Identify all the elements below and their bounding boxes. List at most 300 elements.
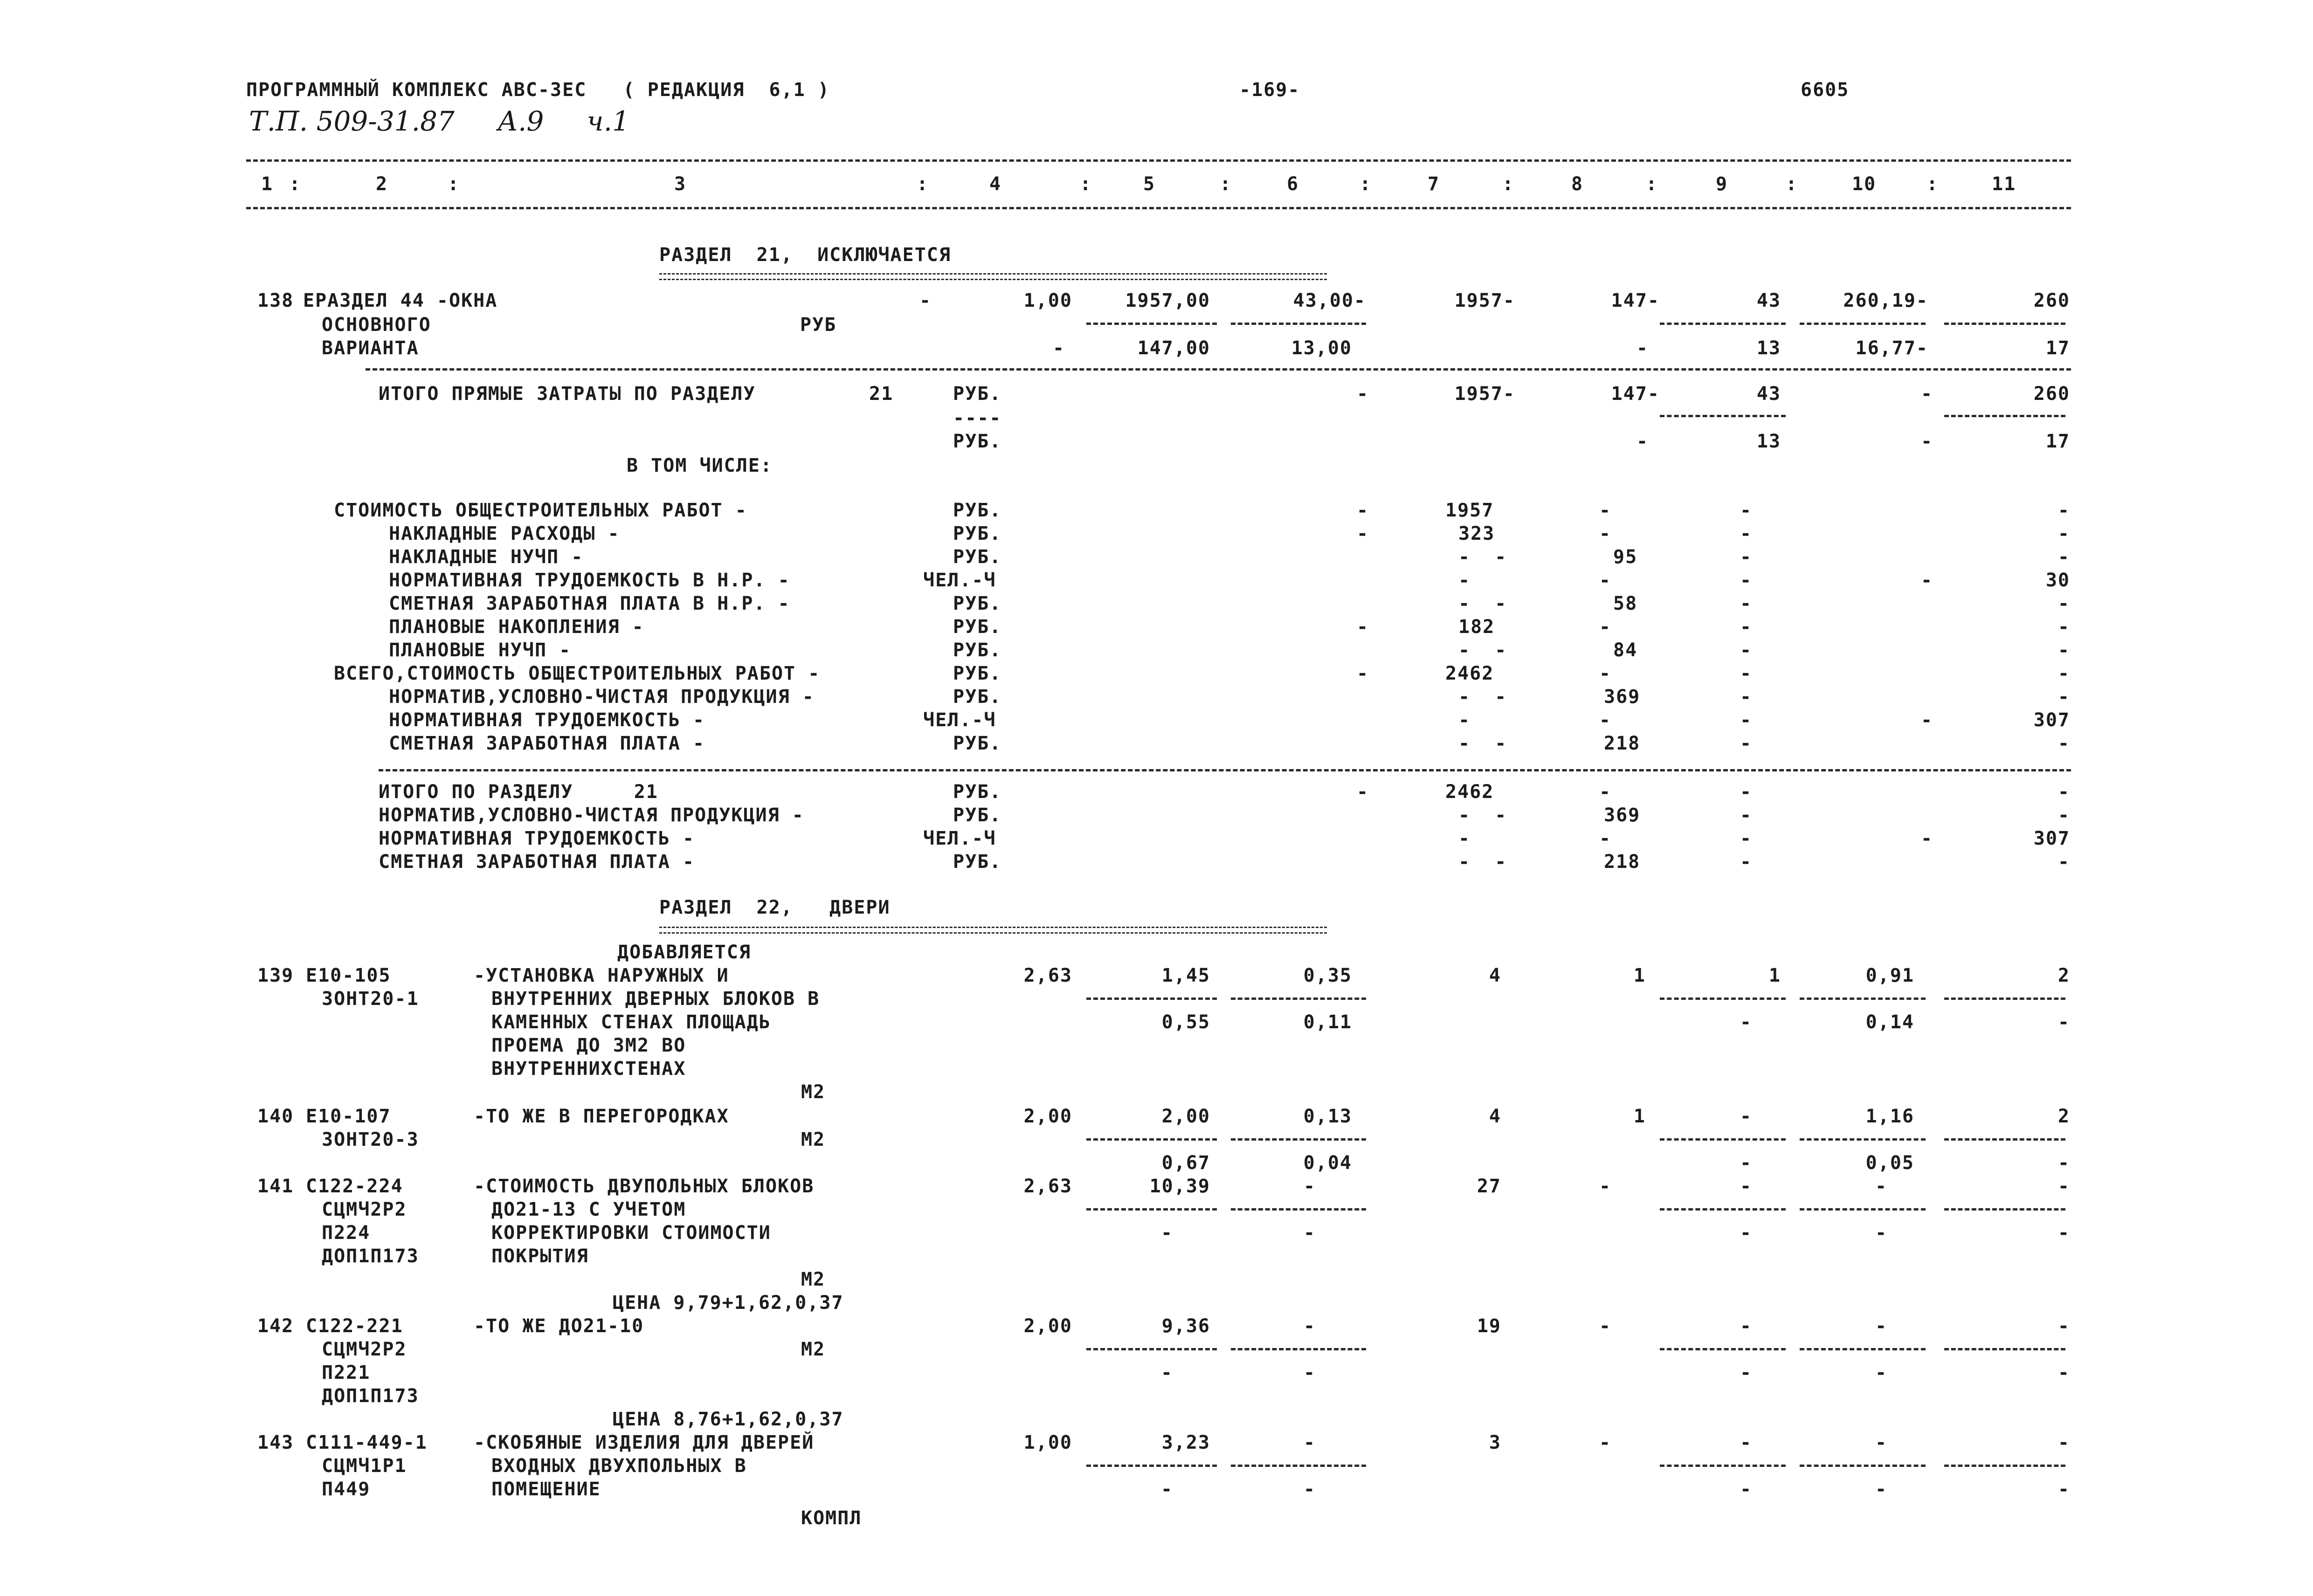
cell: - [2058,616,2070,638]
cell: - - [1458,640,1507,661]
cell: - [1740,1222,1753,1244]
cell: - [1599,663,1612,684]
row-number: 141 [257,1176,294,1197]
cell: - [1599,616,1612,638]
cell: - [1357,663,1369,684]
rule [1800,998,1926,1000]
row-number: 140 [257,1106,294,1127]
cell: - [1304,1362,1316,1383]
row-description: ВХОДНЫХ ДВУХПОЛЬНЫХ В [491,1455,747,1477]
cell: - [1740,1315,1753,1337]
cell: 27 [1477,1176,1501,1197]
cell: 43 [1756,290,1781,311]
cell: - [1740,805,1753,826]
rule [1800,1348,1926,1350]
cell: - - [1458,851,1507,873]
breakdown-label: СТОИМОСТЬ ОБЩЕСТРОИТЕЛЬНЫХ РАБОТ - [334,500,747,521]
rule [1086,998,1217,1000]
cell: - [2058,805,2070,826]
total-unit: ЧЕЛ.-Ч [923,828,996,849]
col-sep: : [1080,173,1092,195]
total-unit: РУБ. [953,781,1002,803]
cell: 323 [1458,523,1495,544]
rule [1944,415,2065,417]
double-rule [659,927,1327,928]
cell: - [2058,851,2070,873]
row-description: ПРОЕМА ДО 3М2 ВО [491,1035,686,1056]
cell: - [2058,1315,2070,1337]
breakdown-label: НАКЛАДНЫЕ РАСХОДЫ - [389,523,620,544]
col-num: 9 [1716,173,1728,195]
cell: - [1875,1176,1888,1197]
cell: - [1740,523,1753,544]
double-rule [659,279,1327,280]
row-code: СЦМЧ2Р2 [322,1199,407,1220]
total-label: ИТОГО ПРЯМЫЕ ЗАТРАТЫ ПО РАЗДЕЛУ [379,383,756,405]
rule [1086,1348,1217,1350]
row-code: С122-221 [306,1315,403,1337]
breakdown-label: ПЛАНОВЫЕ НАКОПЛЕНИЯ - [389,616,644,638]
cell: 0,11 [1303,1011,1352,1033]
row-code: ДОП1П173 [322,1245,419,1267]
cell: - - [1458,686,1507,708]
cell: - [2058,1222,2070,1244]
cell: - [2058,733,2070,754]
breakdown-unit: ЧЕЛ.-Ч [923,570,996,591]
cell: 0,14 [1865,1011,1914,1033]
row-number: 138 [257,290,294,311]
cell: - [1740,593,1753,614]
breakdown-label: НАКЛАДНЫЕ НУЧП - [389,546,584,568]
breakdown-unit: РУБ. [953,663,1002,684]
breakdown-unit: РУБ. [953,616,1002,638]
breakdown-unit: РУБ. [953,686,1002,708]
col-sep: : [1646,173,1658,195]
row-code: П224 [322,1222,371,1244]
cell: 147- [1611,290,1660,311]
rule [1231,1208,1366,1211]
cell: 17 [2045,431,2070,452]
cell: - [1357,500,1369,521]
row-code: ДОП1П173 [322,1385,419,1407]
cell: - [1599,781,1612,803]
rule [1231,323,1366,325]
cell: - [1740,663,1753,684]
rule [1231,1465,1366,1467]
cell: 10,39 [1149,1176,1210,1197]
cell: 3 [1489,1432,1501,1453]
cell: 4 [1489,1106,1501,1127]
section-21-title: РАЗДЕЛ 21, ИСКЛЮЧАЕТСЯ [659,244,951,266]
rule [1086,1208,1217,1211]
cell: 2462 [1445,663,1494,684]
cell: - [1304,1176,1316,1197]
row-code: 3ОНТ20-1 [322,988,419,1010]
cell: 0,91 [1865,965,1914,986]
cell: - [1357,616,1369,638]
cell: - - [1458,805,1507,826]
row-description: ВАРИАНТА [322,337,419,359]
handwritten-reference: Т.П. 509-31.87 А.9 ч.1 [249,105,629,137]
cell: 218 [1604,733,1641,754]
double-rule [659,932,1327,934]
cell: 43 [1756,383,1781,405]
cell: - - [1458,733,1507,754]
row-description: -СКОБЯНЫЕ ИЗДЕЛИЯ ДЛЯ ДВЕРЕЙ [474,1432,815,1453]
cell: - [2058,500,2070,521]
cell: - [1740,1106,1753,1127]
breakdown-unit: РУБ. [953,523,1002,544]
col-sep: : [1360,173,1372,195]
row-description: КОРРЕКТИРОВКИ СТОИМОСТИ [491,1222,771,1244]
cell: 17 [2045,337,2070,359]
cell: - [1875,1222,1888,1244]
rule [1944,1348,2065,1350]
rule [1086,1465,1217,1467]
rule [366,368,2071,371]
cell: - [1458,709,1471,731]
cell: - [1161,1222,1174,1244]
cell: 1 [1633,965,1646,986]
cell: - [1740,828,1753,849]
cell: - [1740,570,1753,591]
cell: - [1053,337,1065,359]
cell: - [1740,1176,1753,1197]
cell: - [1740,1152,1753,1174]
col-sep: : [1502,173,1515,195]
cell: - [1357,383,1369,405]
rule [1944,1138,2065,1141]
cell: 13 [1756,431,1781,452]
cell: - [1740,640,1753,661]
rule [379,769,2071,771]
cell: 13,00 [1291,337,1352,359]
cell: 2,00 [1023,1315,1072,1337]
cell: 2462 [1445,781,1494,803]
cell: - [1599,570,1612,591]
total-label: НОРМАТИВ,УСЛОВНО-ЧИСТАЯ ПРОДУКЦИЯ - [379,805,804,826]
cell: - [1740,781,1753,803]
cell: - [1357,523,1369,544]
cell: - [1304,1315,1316,1337]
cell: 218 [1604,851,1641,873]
row-code: СЦМЧ1Р1 [322,1455,407,1477]
cell: - [1740,546,1753,568]
row-description: ДО21-13 С УЧЕТОМ [491,1199,686,1220]
cell: - [2058,546,2070,568]
cell: - [2058,1432,2070,1453]
row-description: ВНУТРЕННИХСТЕНАХ [491,1058,686,1080]
cell: - [1740,1362,1753,1383]
rule [1944,1465,2065,1467]
row-code: Е10-107 [306,1106,391,1127]
row-description: ОСНОВНОГО [322,314,431,336]
cell: - [1599,1176,1612,1197]
cell: 1,00 [1023,290,1072,311]
col-sep: : [917,173,929,195]
cell: 2 [2058,965,2070,986]
breakdown-label: ВСЕГО,СТОИМОСТЬ ОБЩЕСТРОИТЕЛЬНЫХ РАБОТ - [334,663,821,684]
col-sep: : [448,173,460,195]
cell: - [1599,1432,1612,1453]
rule [1231,1348,1366,1350]
cell: - [1875,1432,1888,1453]
rule [1086,323,1217,325]
cell: - [2058,523,2070,544]
rule [1944,1208,2065,1211]
row-unit: М2 [801,1129,826,1150]
breakdown-label: НОРМАТИВ,УСЛОВНО-ЧИСТАЯ ПРОДУКЦИЯ - [389,686,815,708]
cell: 2,63 [1023,965,1072,986]
cell: - [1599,1315,1612,1337]
rule [1660,415,1786,417]
page-number: -169- [1239,79,1300,101]
cell: - [2058,1152,2070,1174]
breakdown-unit: РУБ. [953,733,1002,754]
cell: - [1740,1011,1753,1033]
cell: 260,19- [1843,290,1928,311]
cell: 16,77- [1855,337,1928,359]
cell: - [1921,431,1933,452]
row-code: Е10-105 [306,965,391,986]
cell: - [1599,828,1612,849]
cell: 0,13 [1303,1106,1352,1127]
cell: - [1357,781,1369,803]
cell: - [1921,709,1933,731]
rule [1800,1208,1926,1211]
cell: - [1740,1432,1753,1453]
breakdown-label: НОРМАТИВНАЯ ТРУДОЕМКОСТЬ В Н.Р. - [389,570,790,591]
cell: - [1740,733,1753,754]
cell: - [1636,337,1649,359]
rule [1800,1138,1926,1141]
cell: 2,63 [1023,1176,1072,1197]
cell: 58 [1613,593,1638,614]
cell: - - [1458,593,1507,614]
cell: - [1921,570,1933,591]
cell: 307 [2033,709,2070,731]
cell: - [919,290,932,311]
double-rule [659,273,1327,275]
unit-rule: ---- [953,407,1002,429]
cell: 4 [1489,965,1501,986]
row-code: СЦМЧ2Р2 [322,1339,407,1360]
cell: - [2058,640,2070,661]
document-code: 6605 [1801,79,1850,101]
rule [1660,323,1786,325]
row-number: 142 [257,1315,294,1337]
cell: - [1161,1479,1174,1500]
row-description: ВНУТРЕННИХ ДВЕРНЫХ БЛОКОВ В [491,988,820,1010]
col-sep: : [289,173,302,195]
row-unit: М2 [801,1081,826,1103]
row-unit: М2 [801,1339,826,1360]
col-num: 8 [1571,173,1584,195]
breakdown-unit: РУБ. [953,593,1002,614]
col-sep: : [1220,173,1232,195]
cell: - [1921,383,1933,405]
added-note: ДОБАВЛЯЕТСЯ [617,942,751,963]
cell: 1957 [1445,500,1494,521]
cell: - [2058,1011,2070,1033]
breakdown-label: ПЛАНОВЫЕ НУЧП - [389,640,572,661]
program-header: ПРОГРАММНЫЙ КОМПЛЕКС АВС-3ЕС ( РЕДАКЦИЯ 6,1 ) [246,79,830,101]
total-unit: РУБ. [953,851,1002,873]
total-label: ИТОГО ПО РАЗДЕЛУ 21 [379,781,658,803]
total-label: НОРМАТИВНАЯ ТРУДОЕМКОСТЬ - [379,828,695,849]
section-number: 21 [869,383,894,405]
cell: 84 [1613,640,1638,661]
cell: 260 [2033,290,2070,311]
cell: 0,55 [1161,1011,1210,1033]
breakdown-label: СМЕТНАЯ ЗАРАБОТНАЯ ПЛАТА - [389,733,705,754]
rule [1660,1465,1786,1467]
col-sep: : [1926,173,1939,195]
col-sep: : [1786,173,1798,195]
rule [1944,323,2065,325]
breakdown-unit: РУБ. [953,640,1002,661]
row-unit: КОМПЛ [801,1507,862,1529]
cell: 369 [1604,805,1641,826]
row-description: -УСТАНОВКА НАРУЖНЫХ И [474,965,729,986]
cell: 2 [2058,1106,2070,1127]
cell: - [2058,1479,2070,1500]
cell: - [1458,828,1471,849]
cell: 3,23 [1161,1432,1210,1453]
row-description: ПОМЕЩЕНИЕ [491,1479,601,1500]
cell: - [1740,500,1753,521]
price-note: ЦЕНА 9,79+1,62,0,37 [613,1292,844,1314]
cell: 260 [2033,383,2070,405]
total-label: СМЕТНАЯ ЗАРАБОТНАЯ ПЛАТА - [379,851,695,873]
rule [1231,1138,1366,1141]
row-code: П449 [322,1479,371,1500]
cell: - [1740,1479,1753,1500]
cell: 1957- [1454,383,1515,405]
cell: - [1740,686,1753,708]
cell: 182 [1458,616,1495,638]
including-heading: В ТОМ ЧИСЛЕ: [627,455,773,476]
price-note: ЦЕНА 8,76+1,62,0,37 [613,1409,844,1430]
cell: 147- [1611,383,1660,405]
rule [246,207,2071,209]
col-num: 2 [376,173,388,195]
col-num: 11 [1992,173,2016,195]
cell: 0,05 [1865,1152,1914,1174]
cell: - [1599,500,1612,521]
cell: - [2058,1176,2070,1197]
col-num: 1 [261,173,274,195]
cell: 2,00 [1023,1106,1072,1127]
cell: 1957,00 [1125,290,1210,311]
rule [1800,1465,1926,1467]
cell: 0,67 [1161,1152,1210,1174]
row-code: С122-224 [306,1176,403,1197]
cell: - [1304,1479,1316,1500]
rule [1660,1138,1786,1141]
row-code: С111-449-1 [306,1432,428,1453]
row-description: -ТО ЖЕ ДО21-10 [474,1315,644,1337]
cell: 307 [2033,828,2070,849]
cell: - [1599,709,1612,731]
rule [1944,998,2065,1000]
col-num: 6 [1287,173,1299,195]
cell: 1 [1768,965,1781,986]
cell: 0,35 [1303,965,1352,986]
cell: 95 [1613,546,1638,568]
row-unit: РУБ. [953,383,1002,405]
cell: - [2058,1362,2070,1383]
rule [1086,1138,1217,1141]
total-unit: РУБ. [953,805,1002,826]
cell: - [1636,431,1649,452]
cell: 13 [1756,337,1781,359]
row-code: П221 [322,1362,371,1383]
cell: - [2058,663,2070,684]
cell: - [1304,1222,1316,1244]
cell: - [1161,1362,1174,1383]
breakdown-unit: РУБ. [953,500,1002,521]
col-num: 4 [989,173,1002,195]
breakdown-label: НОРМАТИВНАЯ ТРУДОЕМКОСТЬ - [389,709,705,731]
rule [246,159,2071,162]
cell: 369 [1604,686,1641,708]
row-unit: РУБ. [953,431,1002,452]
cell: 0,04 [1303,1152,1352,1174]
rule [1231,998,1366,1000]
cell: 2,00 [1161,1106,1210,1127]
row-unit: М2 [801,1269,826,1290]
cell: 1957- [1454,290,1515,311]
col-num: 10 [1852,173,1877,195]
cell: - [1875,1362,1888,1383]
rule [1660,1348,1786,1350]
row-description: -ТО ЖЕ В ПЕРЕГОРОДКАХ [474,1106,729,1127]
cell: 9,36 [1161,1315,1210,1337]
cell: - [1304,1432,1316,1453]
cell: - [1599,523,1612,544]
cell: 43,00- [1293,290,1366,311]
row-unit: РУБ [800,314,837,336]
cell: 1,45 [1161,965,1210,986]
cell: - [1740,851,1753,873]
rule [1800,323,1926,325]
cell: 1,00 [1023,1432,1072,1453]
cell: - [1875,1315,1888,1337]
cell: 30 [2045,570,2070,591]
cell: - [1875,1479,1888,1500]
cell: 1 [1633,1106,1646,1127]
col-num: 5 [1143,173,1156,195]
breakdown-unit: РУБ. [953,546,1002,568]
breakdown-unit: ЧЕЛ.-Ч [923,709,996,731]
cell: - [2058,593,2070,614]
row-description: -СТОИМОСТЬ ДВУПОЛЬНЫХ БЛОКОВ [474,1176,815,1197]
rule [1660,1208,1786,1211]
section-22-title: РАЗДЕЛ 22, ДВЕРИ [659,897,891,918]
row-description: КАМЕННЫХ СТЕНАХ ПЛОЩАДЬ [491,1011,771,1033]
row-number: 143 [257,1432,294,1453]
row-description: ПОКРЫТИЯ [491,1245,589,1267]
breakdown-label: СМЕТНАЯ ЗАРАБОТНАЯ ПЛАТА В Н.Р. - [389,593,790,614]
cell: - [1740,616,1753,638]
row-number: 139 [257,965,294,986]
rule [1660,998,1786,1000]
cell: 19 [1477,1315,1501,1337]
cell: - [2058,686,2070,708]
row-code: 3ОНТ20-3 [322,1129,419,1150]
cell: 147,00 [1137,337,1210,359]
